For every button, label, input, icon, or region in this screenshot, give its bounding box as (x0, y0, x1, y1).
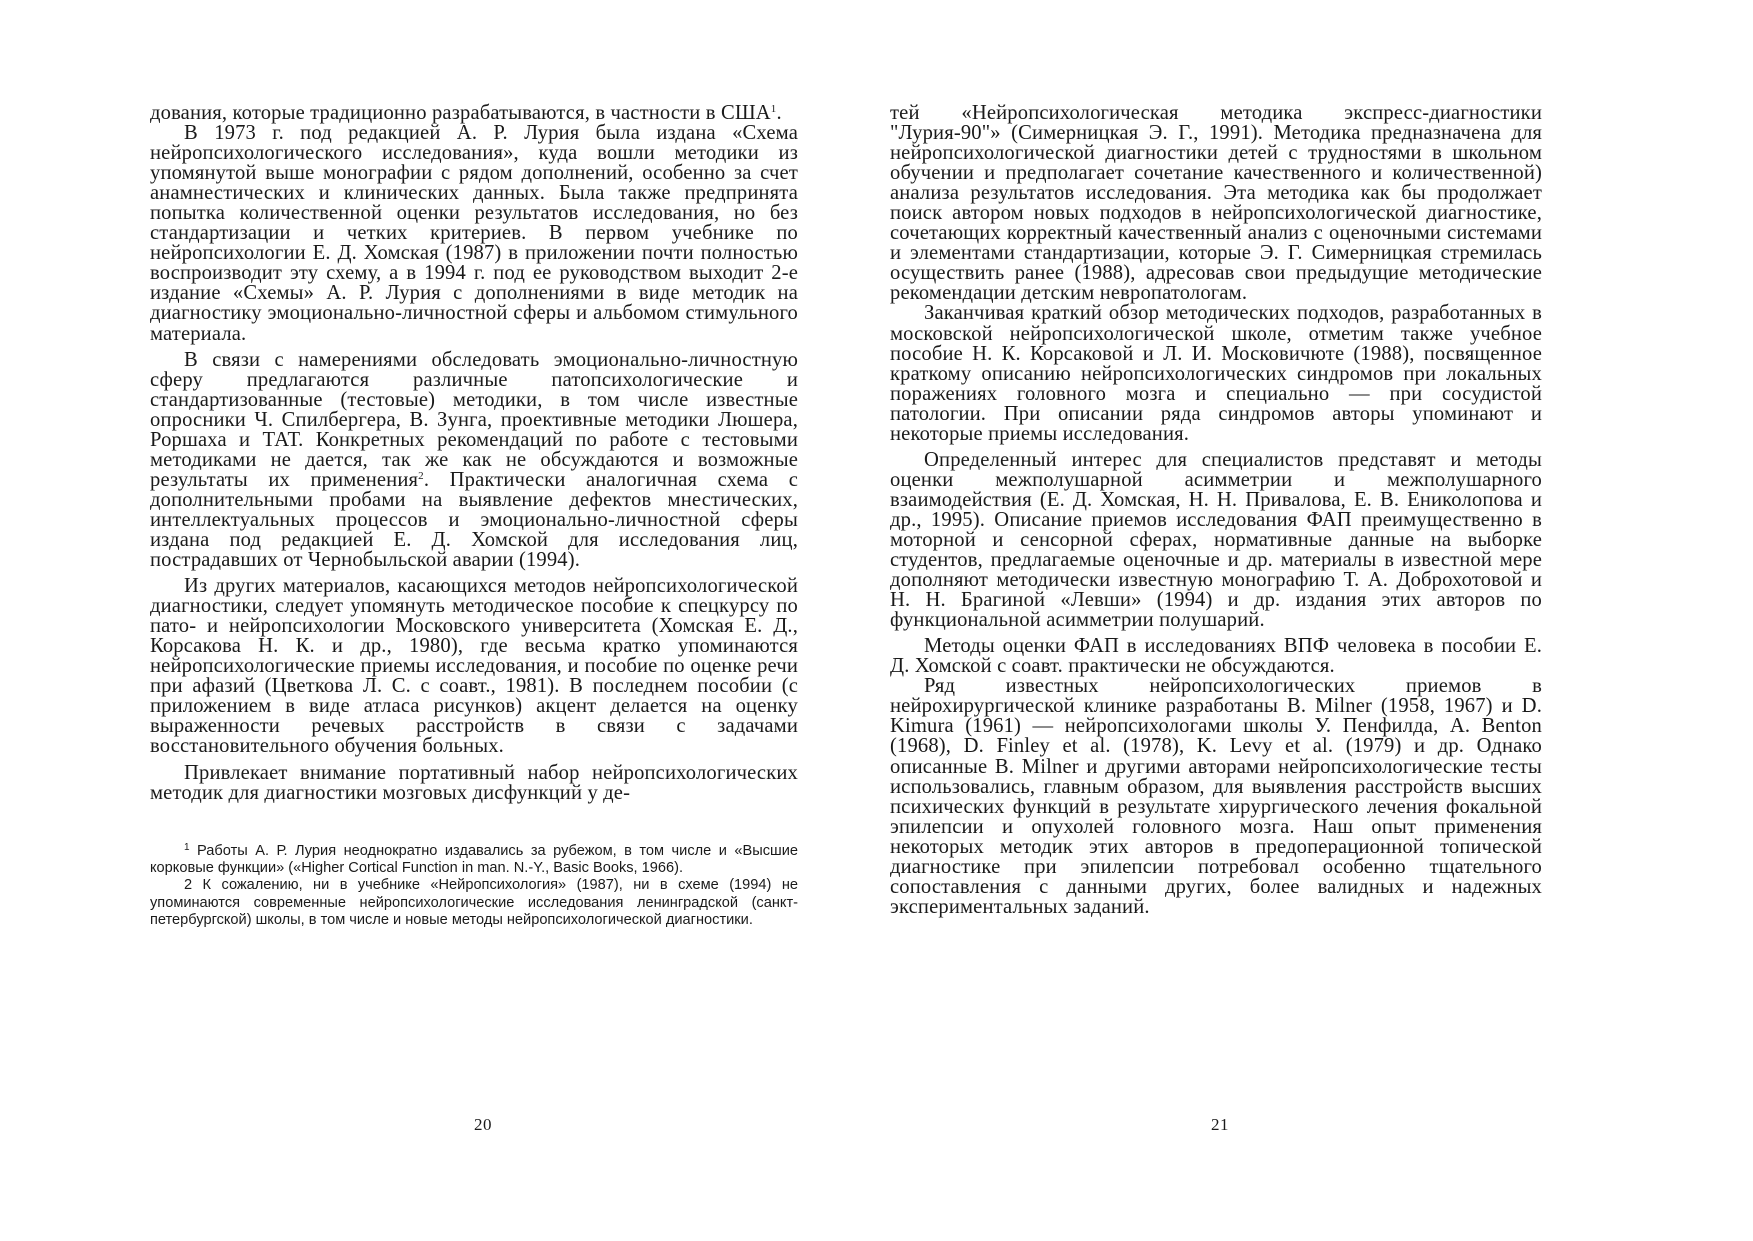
paragraph: Привлекает внимание портативный набор нейропсихологических методик для диагностики мозговых дисфункций у де- (150, 761, 798, 804)
page-number: 21 (1211, 1115, 1229, 1134)
page-number: 20 (474, 1115, 492, 1134)
paragraph: Из других материалов, касающихся методов нейропсихологической диагностики, следует упомянуть методическое пособие к спецкурсу по пато- и нейропсихологии Московского университета (Хомская Е. Д., Корсакова Н. К. и др., 1980), где весьма кратко упоминаются нейропсихологические приемы исследования, и пособие по оценке речи при афазий (Цветкова Л. С. с соавт., 1981). В последнем пособии (с приложением в виде атласа рисунков) акцент делается на оценку выраженности речевых расстройств в связи с задачами восстановительного обучения больных. (150, 575, 798, 758)
paragraph: В связи с намерениями обследовать эмоционально-личностную сферу предлагаются различные патопсихологические и стандартизованные (тестовые) методики, в том числе известные опросники Ч. Спилбергера, В. Зунга, проективные методики Люшера, Роршаха и ТАТ. Конкретных рекомендаций по работе с тестовыми методиками не дается, так же как не обсуждаются и возможные результаты их применения$^2$. Практически аналогичная схема с дополнительными пробами на выявление дефектов мнестических, интеллектуальных процессов и эмоционально-личностной сферы издана под редакцией Е. Д. Хомской для исследования лиц, пострадавших от Чернобыльской аварии (1994). (150, 348, 798, 572)
paragraph: Ряд известных нейропсихологических приемов в нейрохирургической клинике разработаны В. Milner (1958, 1967) и D. Kimura (1961) — нейропсихологами школы У. Пенфилда, A. Benton (1968), D. Finley et al. (1978), K. Levy et al. (1979) и др. Однако описанные В. Milner и другими авторами нейропсихологические тесты использовались, главным образом, для выявления расстройств высших психических функций в результате хирургического лечения фокальной эпилепсии и опухолей головного мозга. Наш опыт применения некоторых методик этих авторов в предоперационной топической диагностике при эпилепсии потребовал особенно тщательного сопоставления с данными других, более валидных и надежных экспериментальных заданий. (890, 675, 1542, 918)
footnote: $^1$ Работы А. Р. Лурия неоднократно издавались за рубежом, в том числе и «Высшие корковые функции» («Higher Cortical Function in man. N.-Y., Basic Books, 1966). (150, 841, 798, 876)
paragraph: В 1973 г. под редакцией А. Р. Лурия была издана «Схема нейропсихологического исследования», куда вошли методики из упомянутой выше монографии с рядом дополнений, особенно за счет анамнестических и клинических данных. Была также предпринята попытка количественной оценки результатов исследования, но без стандартизации и четких критериев. В первом учебнике по нейропсихологии Е. Д. Хомская (1987) в приложении почти полностью воспроизводит эту схему, а в 1994 г. под ее руководством выходит 2-е издание «Схемы» А. Р. Лурия с дополнениями в виде методик на диагностику эмоционально-личностной сферы и альбомом стимульного материала. (150, 122, 798, 345)
footnote: 2 К сожалению, ни в учебнике «Нейропсихология» (1987), ни в схеме (1994) не упоминаются современные нейропсихологические исследования ленинградской (санкт-петербургской) школы, в том числе и новые методы нейропсихологической диагностики. (150, 877, 798, 929)
right-page (877, 0, 1753, 1241)
paragraph: Методы оценки ФАП в исследованиях ВПФ человека в пособии Е. Д. Хомской с соавт. практически не обсуждаются. (890, 635, 1542, 678)
paragraph: Определенный интерес для специалистов представят и методы оценки межполушарной асимметрии и межполушарного взаимодействия (Е. Д. Хомская, Н. Н. Привалова, Е. В. Ениколопова и др., 1995). Описание приемов исследования ФАП преимущественно в моторной и сенсорной сферах, нормативные данные на выборке студентов, предлагаемые оценочные и др. материалы в известной мере дополняют методически известную монографию Т. А. Доброхотовой и Н. Н. Брагиной «Левши» (1994) и др. издания этих авторов по функциональной асимметрии полушарий. (890, 448, 1542, 632)
footnote-ref: 1 (770, 103, 777, 115)
paragraph: дования, которые традиционно разрабатываются, в частности в США$^1$. (150, 102, 782, 124)
footnotes (150, 843, 798, 930)
paragraph: тей «Нейропсихологическая методика экспресс-диагностики "Лурия-90"» (Симерницкая Э. Г., 1991). Методика предназначена для нейропсихологической диагностики детей с трудностями в школьном обучении и предполагает сочетание качественного и количественной) анализа результатов исследования. Эта методика как бы продолжает поиск автором новых подходов в нейропсихологической диагностике, сочетающих корректный качественный анализ с оценочными системами и элементами стандартизации, которые Э. Г. Симерницкая стремилась осуществить ранее (1988), адресовав свои предыдущие методические рекомендации детским невропатологам. (890, 102, 1542, 305)
paragraph: Заканчивая краткий обзор методических подходов, разработанных в московской нейропсихологической школе, отметим также учебное пособие Н. К. Корсаковой и Л. И. Московичюте (1988), посвященное краткому описанию нейропсихологических синдромов при локальных поражениях головного мозга и специально — при сосудистой патологии. При описании ряда синдромов авторы упоминают и некоторые приемы исследования. (890, 302, 1542, 445)
right-page-text (890, 103, 1542, 917)
left-page-text (150, 103, 798, 930)
footnote-ref: 2 (418, 469, 424, 482)
